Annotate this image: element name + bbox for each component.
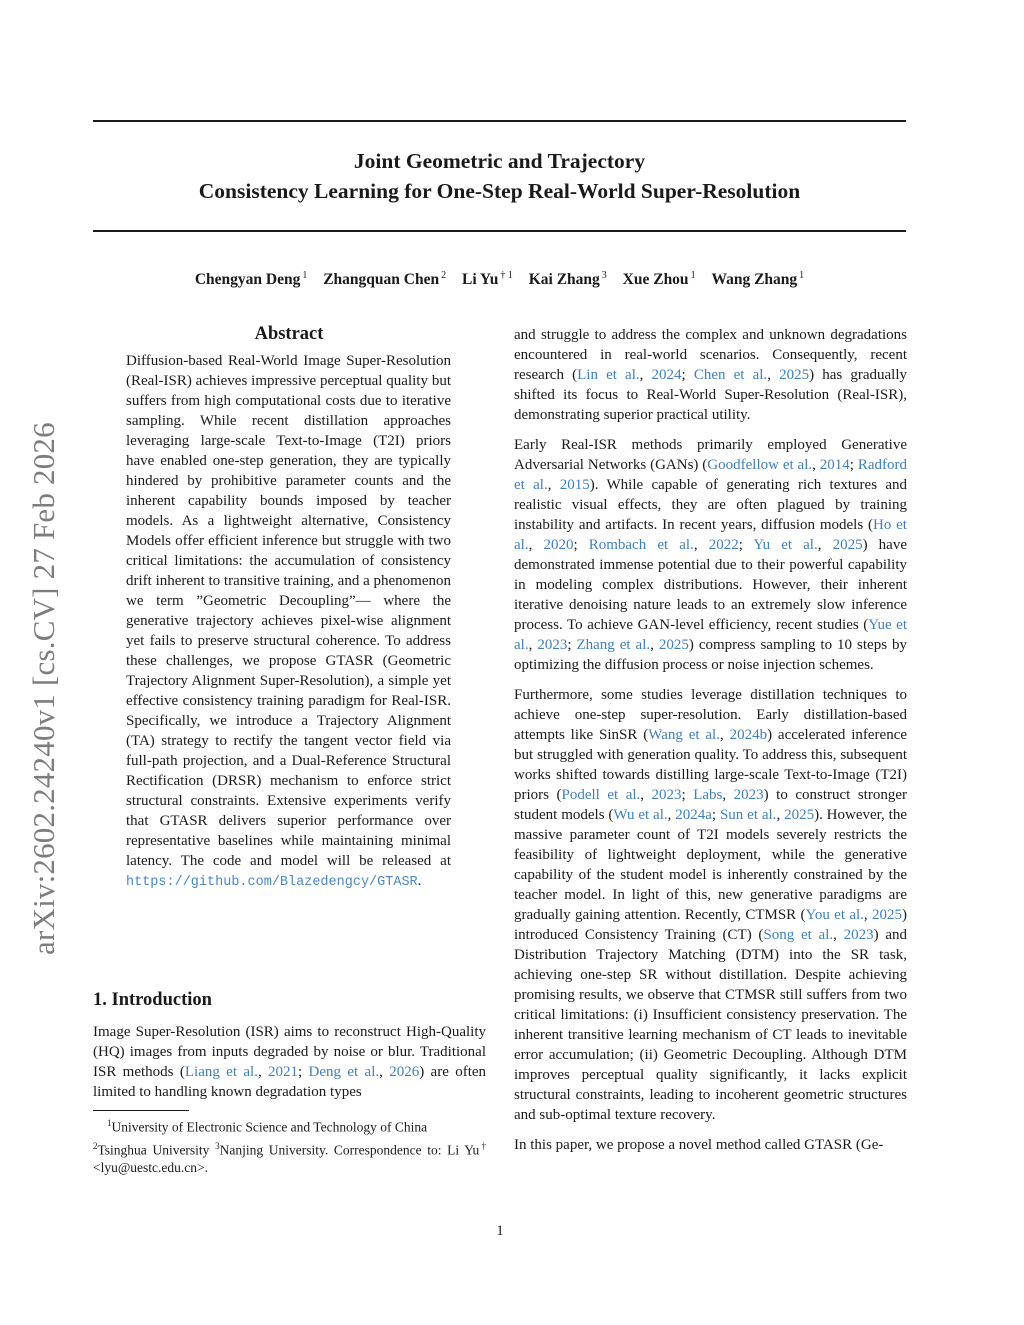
citation-link[interactable]: Sun et al.	[719, 807, 777, 823]
footnote-rule	[93, 1110, 189, 1111]
citation-link[interactable]: 2025	[832, 537, 863, 553]
abstract-text: Diffusion-based Real-World Image Super-Resolution (Real-ISR) achieves impressive perceptual quality but suffers from high computational costs due to iterative sampling. While recent distillation approaches leveraging large-scale Text-to-Image (T2I) priors have enabled one-step generation, they are typically hindered by prohibitive parameter counts and the inherent capability bounds imposed by teacher models. As a lightweight alternative, Consistency Models offer efficient inference but struggle with two critical limitations: the accumulation of consistency drift inherent to transitive training, and a phenomenon we term ”Geometric Decoupling”— where the generative trajectory achieves pixel-wise alignment yet fails to preserve structural coherence. To address these challenges, we propose GTASR (Geometric Trajectory Alignment Super-Resolution), a simple yet effective consistency training paradigm for Real-ISR. Specifically, we introduce a Trajectory Alignment (TA) strategy to rectify the tangent vector field via full-path projection, and a Dual-Reference Structural Rectification (DRSR) mechanism to enforce strict structural constraints. Extensive experiments verify that GTASR delivers superior performance over representative baselines while maintaining minimal latency. The code and model will be released at https://github.com/Blazedengcy/GTASR.	[126, 353, 451, 890]
citation-link[interactable]: 2014	[819, 457, 850, 473]
page-number: 1	[496, 1223, 504, 1239]
citation-link[interactable]: 2020	[543, 537, 574, 553]
footnote-line: $^1$University of Electronic Science and Technology of China	[107, 1118, 428, 1135]
citation-link[interactable]: Podell et al.	[561, 787, 641, 803]
title-bottom-rule	[93, 230, 906, 232]
citation-link[interactable]: 2025	[784, 807, 815, 823]
intro-paragraph-1-cont: and struggle to address the complex and unknown degradations encountered in real-world scenarios. Consequently, recent research (Lin et al., 2024; Chen et al., 2025) has gradually shifted its focus to Real-World Super-Resolution (Real-ISR), demonstrating superior practical utility.	[514, 327, 907, 423]
citation-link[interactable]: Deng et al.	[308, 1064, 380, 1080]
citation-link[interactable]: 2021	[268, 1064, 299, 1080]
citation-link[interactable]: Wang et al.	[648, 727, 720, 743]
citation-link[interactable]: 2023	[733, 787, 764, 803]
citation-link[interactable]: Wu et al.	[613, 807, 668, 823]
right-column	[514, 325, 907, 1165]
affiliation-footnote	[93, 1114, 486, 1177]
citation-link[interactable]: Ho et al.	[514, 517, 907, 553]
footnote-line: $^2$Tsinghua University $^3$Nanjing University. Correspondence to: Li Yu† <lyu@uestc.edu.cn>.	[93, 1140, 486, 1175]
author: Kai Zhang $^3$	[528, 270, 607, 289]
citation-link[interactable]: Rombach et al.	[588, 537, 694, 553]
paper-title	[93, 146, 906, 206]
citation-link[interactable]: 2023	[843, 927, 874, 943]
introduction-heading: 1. Introduction	[93, 990, 212, 1010]
intro-paragraph-1: Image Super-Resolution (ISR) aims to reconstruct High-Quality (HQ) images from inputs degraded by noise or blur. Traditional ISR methods (Liang et al., 2021; Deng et al., 2026) are often limited to handling known degradation types	[93, 1024, 487, 1100]
citation-link[interactable]: 2022	[708, 537, 739, 553]
intro-paragraph-4: In this paper, we propose a novel method called GTASR (Ge-	[514, 1137, 884, 1153]
citation-link[interactable]: Radford et al.	[514, 457, 907, 493]
top-rule	[93, 120, 906, 122]
citation-link[interactable]: Liang et al.	[184, 1064, 258, 1080]
citation-link[interactable]: Labs	[693, 787, 723, 803]
citation-link[interactable]: Yue et al.	[514, 617, 908, 653]
citation-link[interactable]: 2024a	[675, 807, 712, 823]
author-list	[93, 265, 906, 291]
title-line-1: Joint Geometric and Trajectory	[353, 149, 646, 173]
abstract-heading: Abstract	[254, 324, 324, 344]
citation-link[interactable]: Goodfellow et al.	[707, 457, 813, 473]
author: Li Yu $^{\dagger 1}$	[461, 270, 513, 289]
citation-link[interactable]: Yu et al.	[753, 537, 818, 553]
citation-link[interactable]: 2026	[389, 1064, 420, 1080]
citation-link[interactable]: 2025	[779, 367, 810, 383]
author: Wang Zhang $^1$	[711, 270, 805, 289]
citation-link[interactable]: Lin et al.	[577, 367, 640, 383]
citation-link[interactable]: Zhang et al.	[576, 637, 651, 653]
intro-paragraph-3: Furthermore, some studies leverage distillation techniques to achieve one-step super-resolution. Early distillation-based attempts like SinSR (Wang et al., 2024b) accelerated inference but struggled with generation quality. To address this, subsequent works shifted towards distilling large-scale Text-to-Image (T2I) priors (Podell et al., 2023; Labs, 2023) to construct stronger student models (Wu et al., 2024a; Sun et al., 2025). However, the massive parameter count of T2I models severely restricts the feasibility of lightweight deployment, while the generative capability of the student model is inherently constrained by the teacher model. In light of this, new generative paradigms are gradually gaining attention. Recently, CTMSR (You et al., 2025) introduced Consistency Training (CT) (Song et al., 2023) and Distribution Trajectory Matching (DTM) into the SR task, achieving one-step SR without distillation. Despite achieving promising results, we observe that CTMSR still suffers from two critical limitations: (i) Insufficient consistency preservation. The inherent transitive learning mechanism of CT leads to inevitable error accumulation; (ii) Geometric Decoupling. Although DTM improves perceptual quality significantly, it lacks explicit structural constraints, leading to incoherent geometric structures and sub-optimal texture recovery.	[514, 687, 908, 1123]
arxiv-identifier: arXiv:2602.24240v1 [cs.CV] 27 Feb 2026	[26, 422, 61, 955]
citation-link[interactable]: Chen et al.	[693, 367, 768, 383]
citation-link[interactable]: 2023	[537, 637, 568, 653]
citation-link[interactable]: 2025	[872, 907, 903, 923]
citation-link[interactable]: 2015	[559, 477, 590, 493]
intro-paragraph-2: Early Real-ISR methods primarily employed Generative Adversarial Networks (GANs) (Goodfellow et al., 2014; Radford et al., 2015). While capable of generating rich textures and realistic visual effects, they are often plagued by training instability and artifacts. In recent years, diffusion models (Ho et al., 2020; Rombach et al., 2022; Yu et al., 2025) have demonstrated immense potential due to their powerful capability in modeling complex distributions. However, their inherent iterative denoising nature leads to an extremely slow inference process. To achieve GAN-level efficiency, recent studies (Yue et al., 2023; Zhang et al., 2025) compress sampling to 10 steps by optimizing the diffusion process or noise injection schemes.	[514, 437, 908, 673]
title-line-2: Consistency Learning for One-Step Real-World Super-Resolution	[198, 179, 801, 203]
citation-link[interactable]: 2025	[658, 637, 689, 653]
citation-link[interactable]: 2023	[651, 787, 682, 803]
citation-link[interactable]: 2024	[651, 367, 682, 383]
author: Chengyan Deng $^1$	[194, 270, 308, 289]
citation-link[interactable]: You et al.	[805, 907, 864, 923]
citation-link[interactable]: Song et al.	[763, 927, 834, 943]
citation-link[interactable]: 2024b	[729, 727, 768, 743]
github-link[interactable]: https://github.com/Blazedengcy/GTASR	[126, 875, 418, 890]
author: Zhangquan Chen $^2$	[323, 270, 447, 289]
author: Xue Zhou $^1$	[622, 270, 696, 289]
